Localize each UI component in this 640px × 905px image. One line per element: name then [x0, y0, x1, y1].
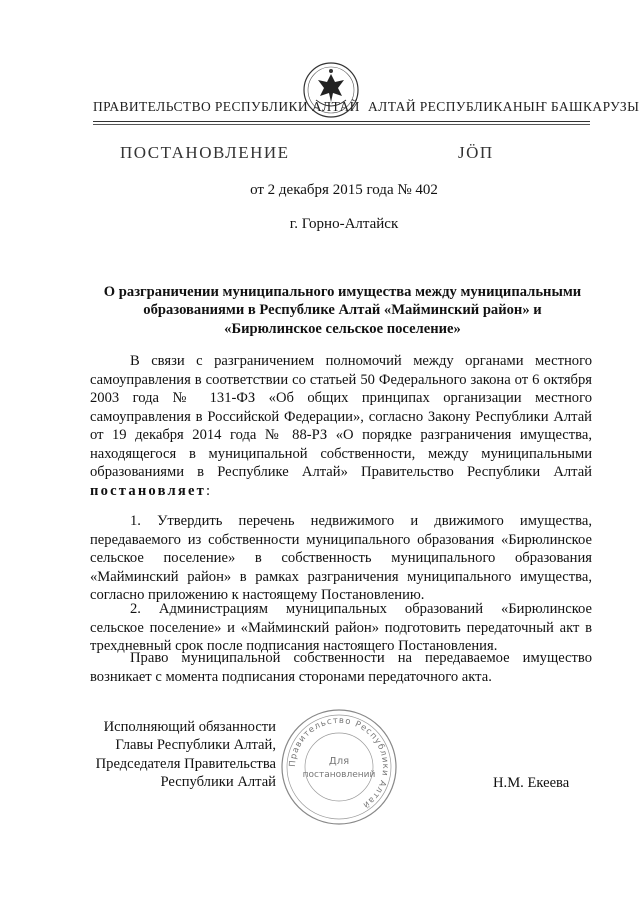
- signatory-line-1: Исполняющий обязанности: [103, 719, 276, 735]
- title-line-3: «Бирюлинское сельское поселение»: [224, 320, 461, 337]
- signatory-line-3: Председателя Правительства: [95, 755, 276, 772]
- document-date-number: от 2 декабря 2015 года № 402: [250, 182, 438, 198]
- signatory-title: [86, 718, 276, 792]
- stamp-center-line-1: Для: [328, 756, 350, 767]
- resolution-item-2: 2. Администрациям муниципальных образований «Бирюлинское сельское поселение» и «Майминский район» подготовить передаточный акт в трехдневный срок после подписания настоящего Постановления.: [90, 601, 592, 654]
- preamble-colon: :: [206, 482, 211, 499]
- title-line-2: образованиями в Республике Алтай «Майминский район» и: [143, 302, 542, 319]
- org-name-russian: ПРАВИТЕЛЬСТВО РЕСПУБЛИКИ АЛТАЙ: [93, 99, 360, 114]
- official-stamp: [278, 706, 400, 828]
- title-line-1: О разграничении муниципального имущества между муниципальными: [103, 284, 582, 300]
- stamp-center-line-2: постановлений: [302, 770, 376, 780]
- document-type-altai: JÖП: [458, 143, 494, 162]
- document-city: г. Горно-Алтайск: [289, 216, 399, 232]
- header-divider-thin: [93, 124, 590, 125]
- document-title: [90, 283, 595, 338]
- signatory-line-4: Республики Алтай: [160, 774, 276, 791]
- signatory-name: Н.М. Екеева: [493, 775, 570, 791]
- preamble-paragraph: [90, 352, 592, 500]
- ownership-paragraph: Право муниципальной собственности на передаваемое имущество возникает с момента подписания сторонами передаточного акта.: [90, 650, 592, 685]
- resolution-item-1: 1. Утвердить перечень недвижимого и движимого имущества, передаваемого из собственности муниципального образования «Бирюлинское сельское поселение» в собственность муниципального образования «Майминский район» в рамках разграничения муниципального имущества, согласно приложению к настоящему Постановлению.: [90, 513, 592, 603]
- stamp-ring-text: Правительство Республики Алтай: [287, 715, 391, 811]
- preamble-text: В связи с разграничением полномочий между органами местного самоуправления в соответствии со статьей 50 Федерального закона от 6 октября 2003 года № 131-ФЗ «Об общих принципах организации местного самоуправления в Российской Федерации», согласно Закону Республики Алтай от 19 декабря 2014 года № 88-РЗ «О порядке разграничения имущества, находящегося в муниципальной собственности, между муниципальными образованиями в Республике Алтай» Правительство Республики Алтай: [90, 353, 592, 480]
- org-name-altai: АЛТАЙ РЕСПУБЛИКАНЫҤ БАШКАРУЗЫ: [368, 99, 640, 114]
- resolves-keyword: постановляет: [90, 482, 206, 499]
- header-divider: [93, 121, 590, 122]
- document-type-russian: ПОСТАНОВЛЕНИЕ: [120, 143, 290, 162]
- signatory-line-2: Главы Республики Алтай,: [115, 737, 276, 754]
